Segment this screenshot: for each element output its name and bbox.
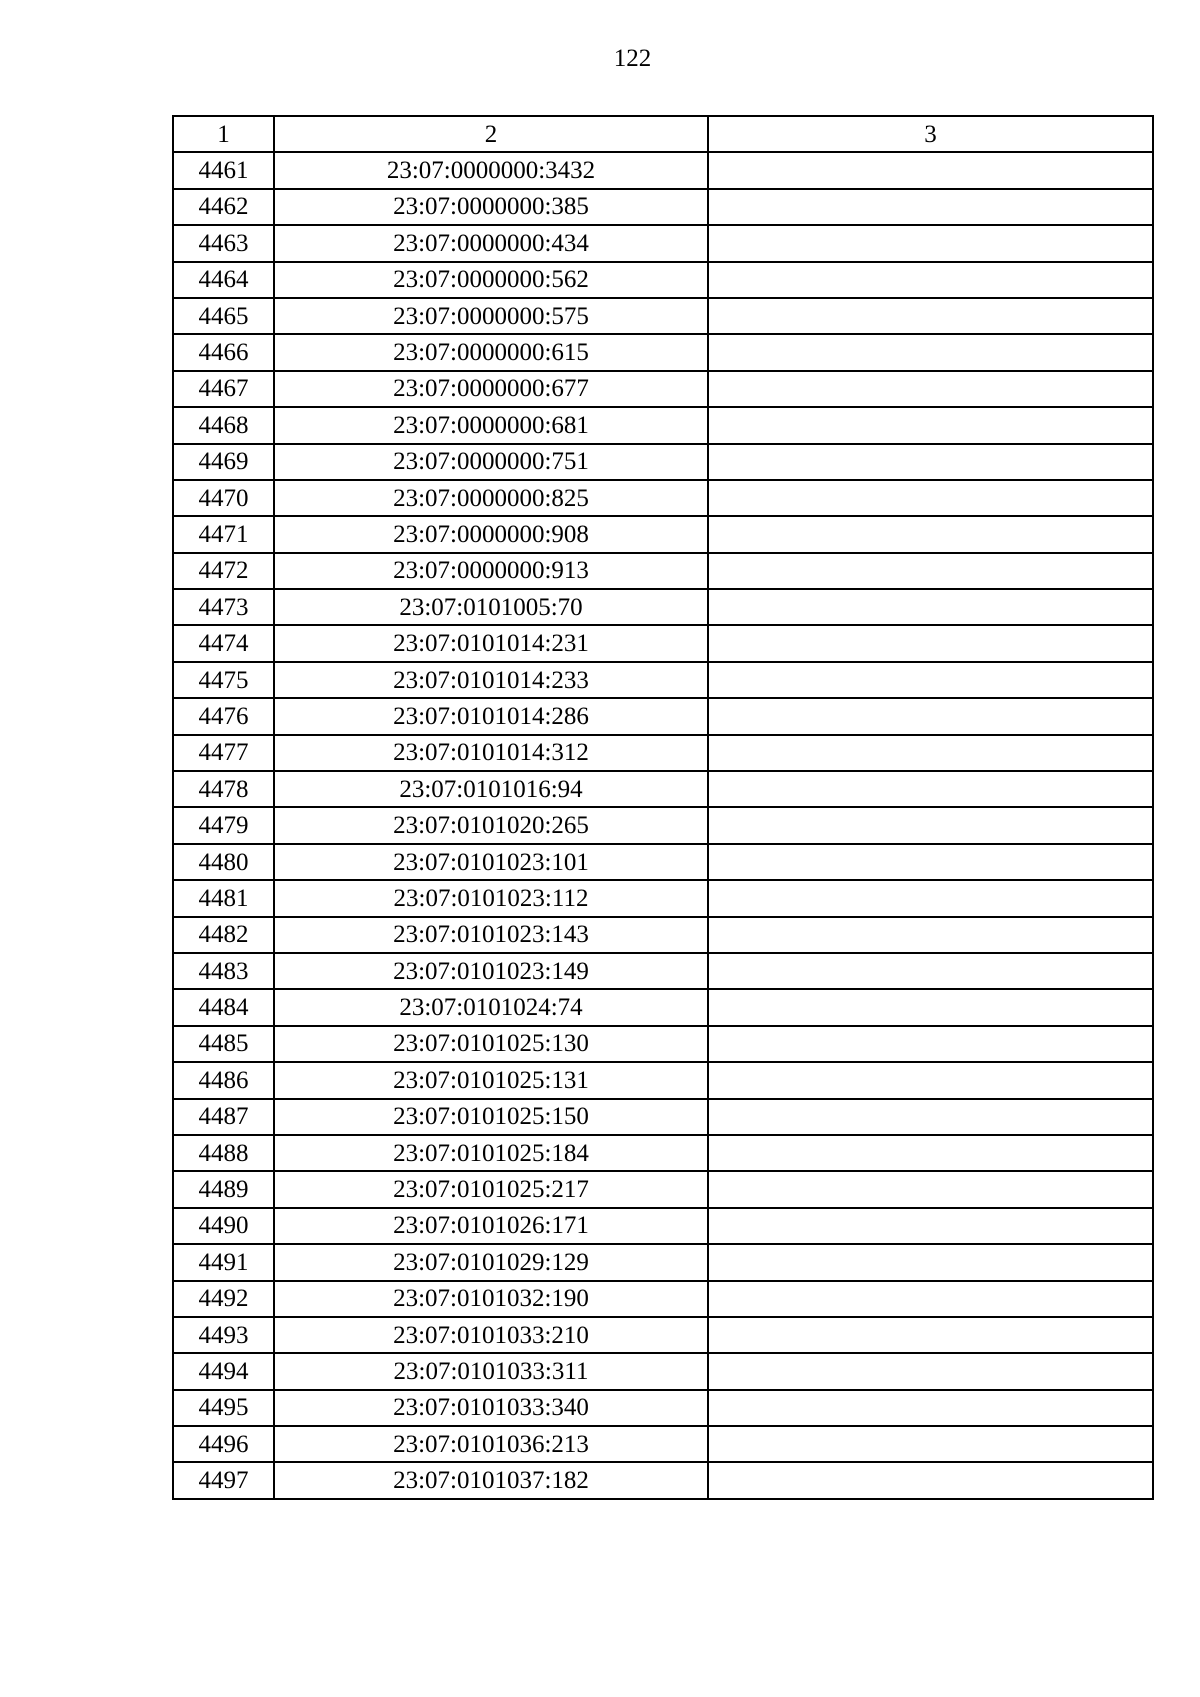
- note-cell: [708, 1171, 1153, 1207]
- cadastral-number-cell: 23:07:0101024:74: [274, 989, 708, 1025]
- table-row: [173, 625, 1153, 661]
- cadastral-number-cell: 23:07:0101023:101: [274, 844, 708, 880]
- row-number-cell: 4487: [173, 1099, 274, 1135]
- row-number-cell: 4464: [173, 262, 274, 298]
- cadastral-number-cell: 23:07:0101014:231: [274, 625, 708, 661]
- cadastral-number-cell: 23:07:0101014:233: [274, 662, 708, 698]
- row-number-cell: 4480: [173, 844, 274, 880]
- cadastral-number-cell: 23:07:0000000:385: [274, 189, 708, 225]
- cadastral-number-cell: 23:07:0101029:129: [274, 1244, 708, 1280]
- row-number-cell: 4482: [173, 917, 274, 953]
- cadastral-number-cell: 23:07:0101005:70: [274, 589, 708, 625]
- note-cell: [708, 844, 1153, 880]
- note-cell: [708, 516, 1153, 552]
- cadastral-number-cell: 23:07:0101025:150: [274, 1099, 708, 1135]
- row-number-cell: 4462: [173, 189, 274, 225]
- note-cell: [708, 953, 1153, 989]
- note-cell: [708, 771, 1153, 807]
- note-cell: [708, 553, 1153, 589]
- note-cell: [708, 1426, 1153, 1462]
- note-cell: [708, 371, 1153, 407]
- cadastral-number-cell: 23:07:0101032:190: [274, 1281, 708, 1317]
- note-cell: [708, 152, 1153, 188]
- table-row: [173, 989, 1153, 1025]
- cadastral-number-cell: 23:07:0000000:825: [274, 480, 708, 516]
- row-number-cell: 4496: [173, 1426, 274, 1462]
- table-body: [173, 116, 1153, 1499]
- note-cell: [708, 407, 1153, 443]
- cadastral-number-cell: 23:07:0101033:311: [274, 1353, 708, 1389]
- table-row: [173, 1135, 1153, 1171]
- cadastral-number-cell: 23:07:0101023:149: [274, 953, 708, 989]
- table-row: [173, 298, 1153, 334]
- cadastral-number-cell: 23:07:0101026:171: [274, 1208, 708, 1244]
- table-row: [173, 480, 1153, 516]
- note-cell: [708, 225, 1153, 261]
- row-number-cell: 4479: [173, 807, 274, 843]
- note-cell: [708, 1462, 1153, 1498]
- table-row: [173, 1353, 1153, 1389]
- table-row: [173, 444, 1153, 480]
- cadastral-number-cell: 23:07:0000000:434: [274, 225, 708, 261]
- page-number: 122: [613, 45, 652, 72]
- row-number-cell: 4494: [173, 1353, 274, 1389]
- table-row: [173, 589, 1153, 625]
- row-number-cell: 4476: [173, 698, 274, 734]
- table-row: [173, 225, 1153, 261]
- table-row: [173, 262, 1153, 298]
- note-cell: [708, 1244, 1153, 1280]
- row-number-cell: 4481: [173, 880, 274, 916]
- row-number-cell: 4490: [173, 1208, 274, 1244]
- row-number-cell: 4491: [173, 1244, 274, 1280]
- table-row: [173, 371, 1153, 407]
- cadastral-number-cell: 23:07:0000000:575: [274, 298, 708, 334]
- note-cell: [708, 480, 1153, 516]
- table-row: [173, 917, 1153, 953]
- note-cell: [708, 334, 1153, 370]
- table-row: [173, 1426, 1153, 1462]
- row-number-cell: 4484: [173, 989, 274, 1025]
- cadastral-number-cell: 23:07:0101023:143: [274, 917, 708, 953]
- cadastral-number-cell: 23:07:0000000:562: [274, 262, 708, 298]
- note-cell: [708, 1353, 1153, 1389]
- table-row: [173, 1171, 1153, 1207]
- table-row: [173, 1026, 1153, 1062]
- table-row: [173, 771, 1153, 807]
- note-cell: [708, 298, 1153, 334]
- table-row: [173, 1390, 1153, 1426]
- note-cell: [708, 589, 1153, 625]
- table-row: [173, 1462, 1153, 1498]
- cadastral-number-cell: 23:07:0000000:677: [274, 371, 708, 407]
- note-cell: [708, 1281, 1153, 1317]
- note-cell: [708, 189, 1153, 225]
- table-row: [173, 1244, 1153, 1280]
- cadastral-number-cell: 23:07:0000000:615: [274, 334, 708, 370]
- note-cell: [708, 735, 1153, 771]
- row-number-cell: 4478: [173, 771, 274, 807]
- row-number-cell: 4461: [173, 152, 274, 188]
- table-row: [173, 1317, 1153, 1353]
- table-row: [173, 1281, 1153, 1317]
- table-header-row: [173, 116, 1153, 152]
- cadastral-table: [172, 115, 1154, 1500]
- cadastral-number-cell: 23:07:0101033:340: [274, 1390, 708, 1426]
- note-cell: [708, 625, 1153, 661]
- cadastral-number-cell: 23:07:0101014:286: [274, 698, 708, 734]
- row-number-cell: 4495: [173, 1390, 274, 1426]
- cadastral-number-cell: 23:07:0101036:213: [274, 1426, 708, 1462]
- note-cell: [708, 807, 1153, 843]
- row-number-cell: 4473: [173, 589, 274, 625]
- table-row: [173, 1062, 1153, 1098]
- row-number-cell: 4477: [173, 735, 274, 771]
- table-row: [173, 880, 1153, 916]
- table-row: [173, 516, 1153, 552]
- row-number-cell: 4463: [173, 225, 274, 261]
- cadastral-number-cell: 23:07:0000000:3432: [274, 152, 708, 188]
- table-row: [173, 1099, 1153, 1135]
- row-number-cell: 4467: [173, 371, 274, 407]
- cadastral-number-cell: 23:07:0000000:751: [274, 444, 708, 480]
- row-number-cell: 4472: [173, 553, 274, 589]
- row-number-cell: 4474: [173, 625, 274, 661]
- row-number-cell: 4489: [173, 1171, 274, 1207]
- cadastral-number-cell: 23:07:0101014:312: [274, 735, 708, 771]
- cadastral-number-cell: 23:07:0101020:265: [274, 807, 708, 843]
- row-number-cell: 4485: [173, 1026, 274, 1062]
- row-number-cell: 4493: [173, 1317, 274, 1353]
- row-number-cell: 4475: [173, 662, 274, 698]
- row-number-cell: 4469: [173, 444, 274, 480]
- note-cell: [708, 262, 1153, 298]
- table-row: [173, 698, 1153, 734]
- cadastral-number-cell: 23:07:0000000:908: [274, 516, 708, 552]
- table-row: [173, 152, 1153, 188]
- table-row: [173, 407, 1153, 443]
- note-cell: [708, 1317, 1153, 1353]
- cadastral-number-cell: 23:07:0101023:112: [274, 880, 708, 916]
- note-cell: [708, 698, 1153, 734]
- table-row: [173, 1208, 1153, 1244]
- row-number-cell: 4471: [173, 516, 274, 552]
- note-cell: [708, 1208, 1153, 1244]
- note-cell: [708, 1026, 1153, 1062]
- note-cell: [708, 1135, 1153, 1171]
- cadastral-number-cell: 23:07:0000000:681: [274, 407, 708, 443]
- table-row: [173, 334, 1153, 370]
- table-row: [173, 189, 1153, 225]
- note-cell: [708, 989, 1153, 1025]
- table-row: [173, 553, 1153, 589]
- row-number-cell: 4483: [173, 953, 274, 989]
- note-cell: [708, 444, 1153, 480]
- cadastral-number-cell: 23:07:0101025:217: [274, 1171, 708, 1207]
- row-number-cell: 4470: [173, 480, 274, 516]
- table-row: [173, 844, 1153, 880]
- note-cell: [708, 1062, 1153, 1098]
- row-number-cell: 4466: [173, 334, 274, 370]
- table-row: [173, 953, 1153, 989]
- cadastral-number-cell: 23:07:0101025:184: [274, 1135, 708, 1171]
- note-cell: [708, 662, 1153, 698]
- note-cell: [708, 880, 1153, 916]
- row-number-cell: 4468: [173, 407, 274, 443]
- header-cell-1: 1: [173, 116, 274, 152]
- cadastral-number-cell: 23:07:0101037:182: [274, 1462, 708, 1498]
- cadastral-number-cell: 23:07:0101016:94: [274, 771, 708, 807]
- row-number-cell: 4465: [173, 298, 274, 334]
- table-row: [173, 807, 1153, 843]
- cadastral-number-cell: 23:07:0101025:131: [274, 1062, 708, 1098]
- table-row: [173, 662, 1153, 698]
- row-number-cell: 4486: [173, 1062, 274, 1098]
- table-row: [173, 735, 1153, 771]
- note-cell: [708, 1099, 1153, 1135]
- header-cell-3: 3: [708, 116, 1153, 152]
- cadastral-number-cell: 23:07:0101033:210: [274, 1317, 708, 1353]
- cadastral-number-cell: 23:07:0000000:913: [274, 553, 708, 589]
- row-number-cell: 4488: [173, 1135, 274, 1171]
- note-cell: [708, 1390, 1153, 1426]
- row-number-cell: 4497: [173, 1462, 274, 1498]
- note-cell: [708, 917, 1153, 953]
- header-cell-2: 2: [274, 116, 708, 152]
- row-number-cell: 4492: [173, 1281, 274, 1317]
- cadastral-number-cell: 23:07:0101025:130: [274, 1026, 708, 1062]
